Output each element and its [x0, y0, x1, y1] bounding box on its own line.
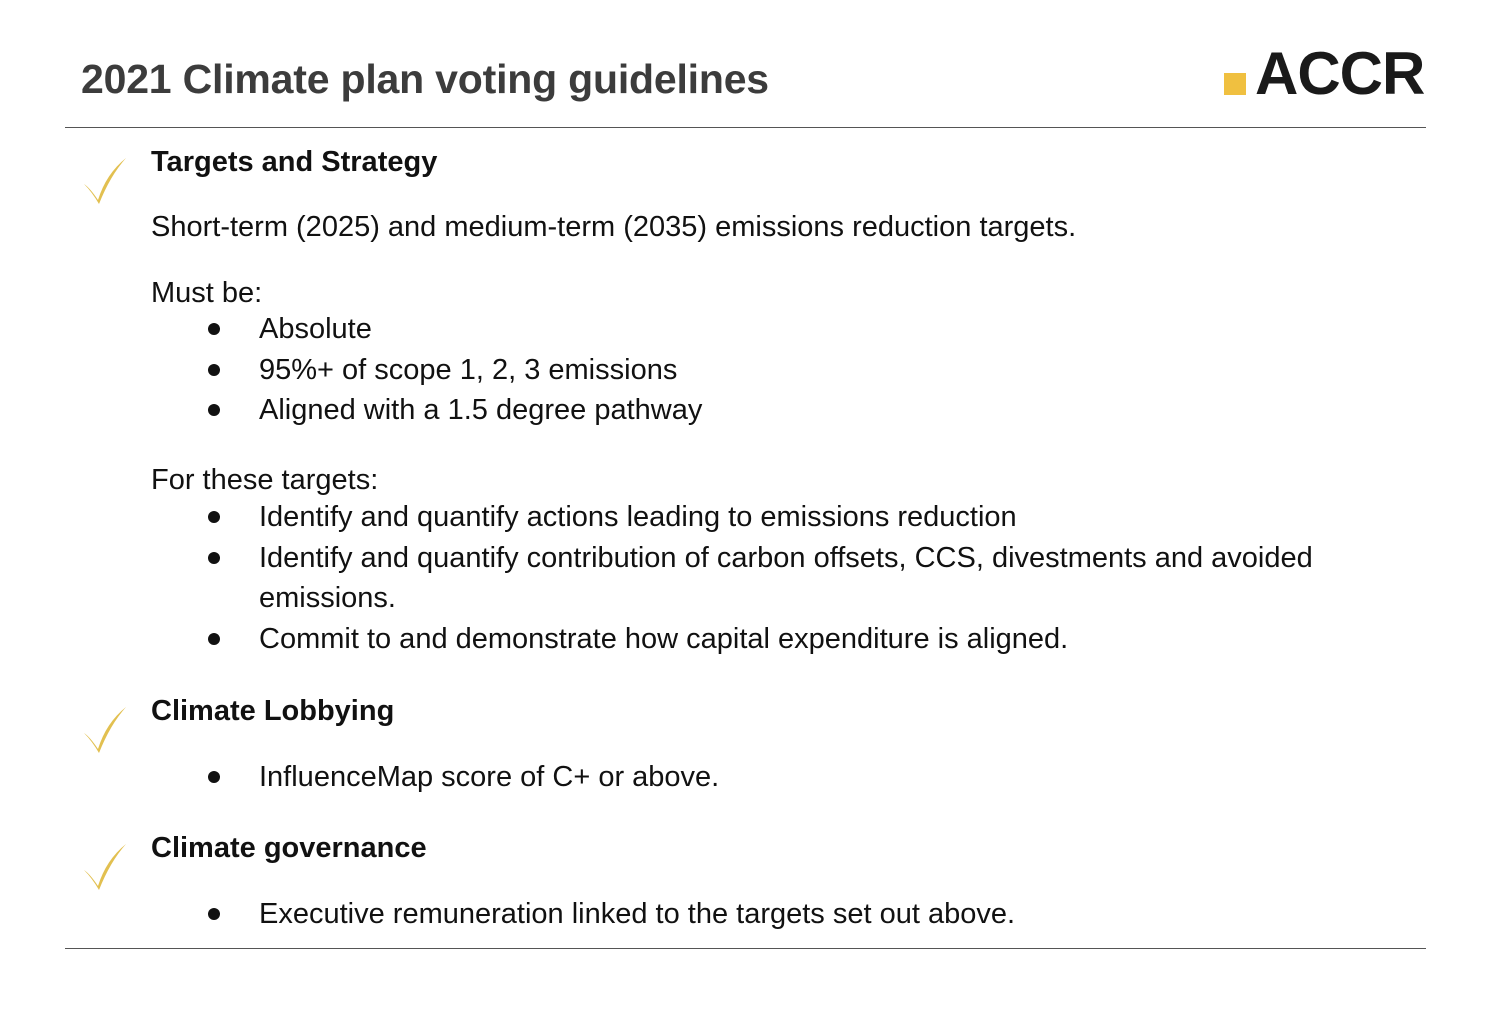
bullet-icon	[208, 908, 220, 920]
bullet-icon	[208, 552, 220, 564]
targets-intro: Short-term (2025) and medium-term (2035) emissions reduction targets.	[151, 211, 1077, 243]
bullet-icon	[208, 364, 220, 376]
bullet-icon	[208, 511, 220, 523]
logo-text: ACCR	[1255, 40, 1425, 107]
list-item-text: InfluenceMap score of C+ or above.	[259, 761, 720, 793]
bottom-divider	[65, 948, 1426, 949]
governance-list	[205, 894, 1015, 935]
bullet-icon	[208, 323, 220, 335]
list-item	[205, 538, 1365, 619]
list-item	[205, 350, 702, 391]
checkmark-icon	[80, 152, 132, 208]
list-item	[205, 894, 1015, 935]
list-item	[205, 390, 702, 431]
page-title: 2021 Climate plan voting guidelines	[81, 56, 769, 102]
checkmark-icon	[80, 838, 132, 894]
bullet-icon	[208, 771, 220, 783]
bullet-icon	[208, 404, 220, 416]
logo-square	[1224, 73, 1246, 95]
list-item	[205, 757, 719, 798]
list-item-text: Commit to and demonstrate how capital expenditure is aligned.	[259, 622, 1069, 655]
list-item-text: 95%+ of scope 1, 2, 3 emissions	[259, 353, 678, 386]
for-targets-list	[205, 497, 1365, 659]
checkmark-icon	[80, 701, 132, 757]
bullet-icon	[208, 633, 220, 645]
list-item-text: Absolute	[259, 313, 372, 345]
must-be-label: Must be:	[151, 277, 263, 309]
must-be-list	[205, 309, 702, 431]
accr-logo	[1224, 40, 1425, 107]
section-heading-lobbying: Climate Lobbying	[151, 695, 395, 727]
section-heading-targets: Targets and Strategy	[151, 146, 438, 178]
list-item-text: Identify and quantify contribution of carbon offsets, CCS, divestments and avoided emissions.	[259, 541, 1313, 614]
top-divider	[65, 127, 1426, 128]
list-item	[205, 309, 702, 350]
for-targets-label: For these targets:	[151, 464, 379, 496]
section-heading-governance: Climate governance	[151, 832, 427, 864]
list-item	[205, 619, 1365, 660]
list-item	[205, 497, 1365, 538]
list-item-text: Identify and quantify actions leading to emissions reduction	[259, 501, 1017, 533]
list-item-text: Aligned with a 1.5 degree pathway	[259, 394, 703, 426]
lobbying-list	[205, 757, 719, 798]
list-item-text: Executive remuneration linked to the targets set out above.	[259, 898, 1016, 930]
